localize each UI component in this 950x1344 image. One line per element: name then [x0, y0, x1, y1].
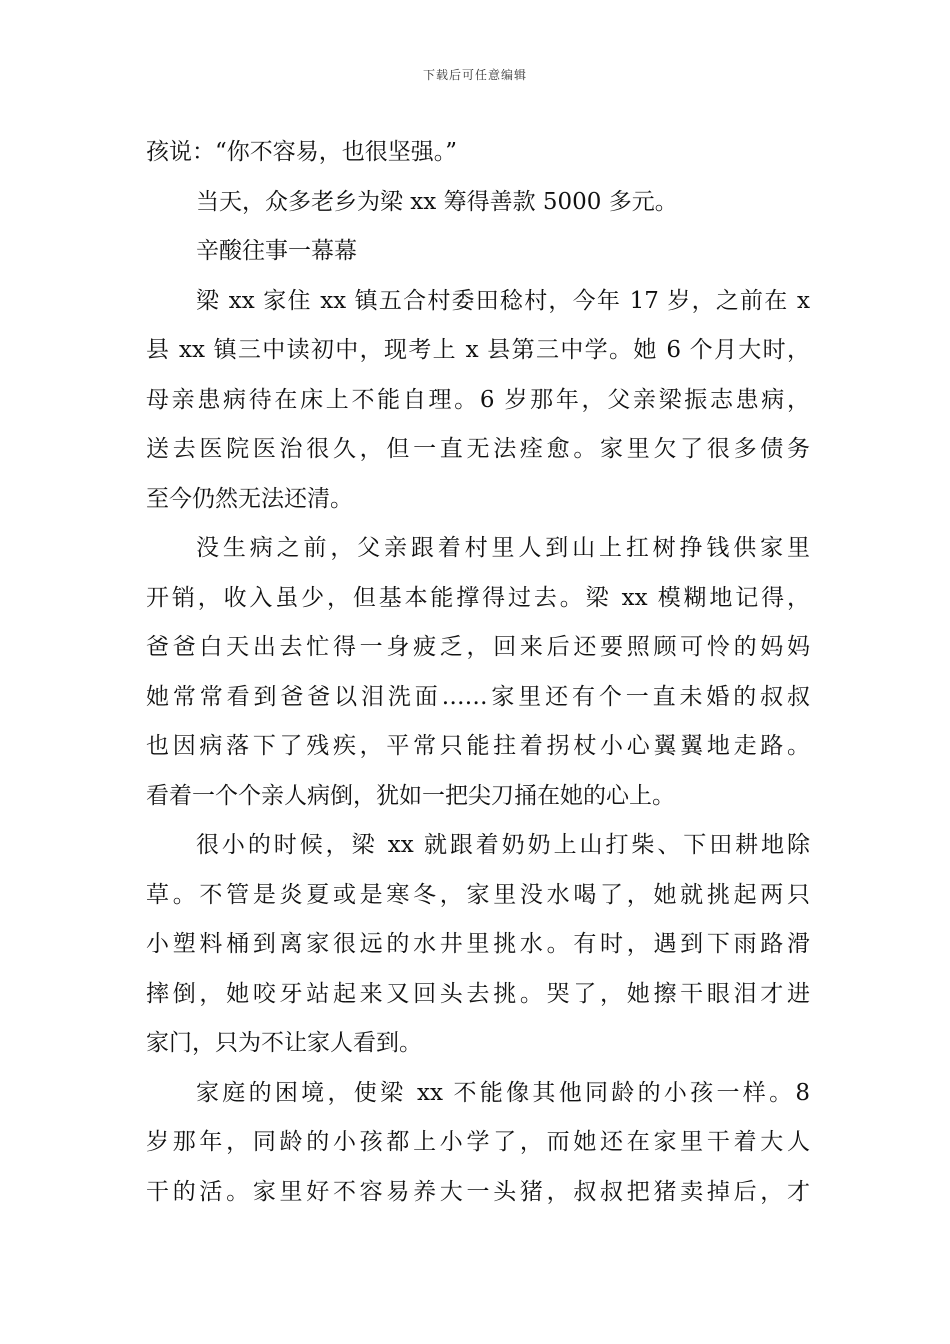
text-line: 岁那年，同龄的小孩都上小学了，而她还在家里干着大人 — [146, 1129, 810, 1155]
text-line: 开销，收入虽少，但基本能撑得过去。梁 xx 模糊地记得， — [146, 584, 810, 611]
text-line: 爸爸白天出去忙得一身疲乏，回来后还要照顾可怜的妈妈 — [146, 634, 810, 660]
page-header: 下载后可任意编辑 — [422, 68, 527, 82]
text-line: 县 xx 镇三中读初中，现考上 x 县第三中学。她 6 个月大时， — [146, 337, 810, 363]
text-line: 孩说：“你不容易，也很坚强。” — [146, 139, 458, 165]
text-line: 摔倒，她咬牙站起来又回头去挑。哭了，她擦干眼泪才进 — [146, 980, 810, 1007]
text-line: 没生病之前，父亲跟着村里人到山上扛树挣钱供家里 — [196, 535, 810, 561]
text-line: 至今仍然无法还清。 — [146, 485, 353, 512]
text-line: 母亲患病待在床上不能自理。6 岁那年，父亲梁振志患病， — [146, 386, 810, 413]
text-line: 小塑料桶到离家很远的水井里挑水。有时，遇到下雨路滑 — [146, 931, 810, 957]
text-line: 看着一个个亲人病倒，犹如一把尖刀捅在她的心上。 — [146, 782, 675, 809]
text-line: 家庭的困境，使梁 xx 不能像其他同龄的小孩一样。8 — [196, 1079, 810, 1106]
text-line: 草。不管是炎夏或是寒冬，家里没水喝了，她就挑起两只 — [146, 881, 810, 908]
text-line: 梁 xx 家住 xx 镇五合村委田稔村，今年 17 岁，之前在 x — [196, 287, 810, 314]
text-line: 送去医院医治很久，但一直无法痊愈。家里欠了很多债务 — [146, 436, 810, 462]
text-line: 她常常看到爸爸以泪洗面……家里还有个一直未婚的叔叔 — [146, 683, 810, 710]
text-line: 当天，众多老乡为梁 xx 筹得善款 5000 多元。 — [196, 188, 678, 215]
section-heading: 辛酸往事一幕幕 — [196, 238, 357, 264]
document-body — [146, 128, 810, 1217]
text-line: 家门，只为不让家人看到。 — [146, 1030, 422, 1056]
text-line: 干的活。家里好不容易养大一头猪，叔叔把猪卖掉后，才 — [146, 1178, 810, 1205]
text-line: 很小的时候，梁 xx 就跟着奶奶上山打柴、下田耕地除 — [196, 832, 810, 858]
text-line: 也因病落下了残疾，平常只能拄着拐杖小心翼翼地走路。 — [146, 733, 810, 759]
